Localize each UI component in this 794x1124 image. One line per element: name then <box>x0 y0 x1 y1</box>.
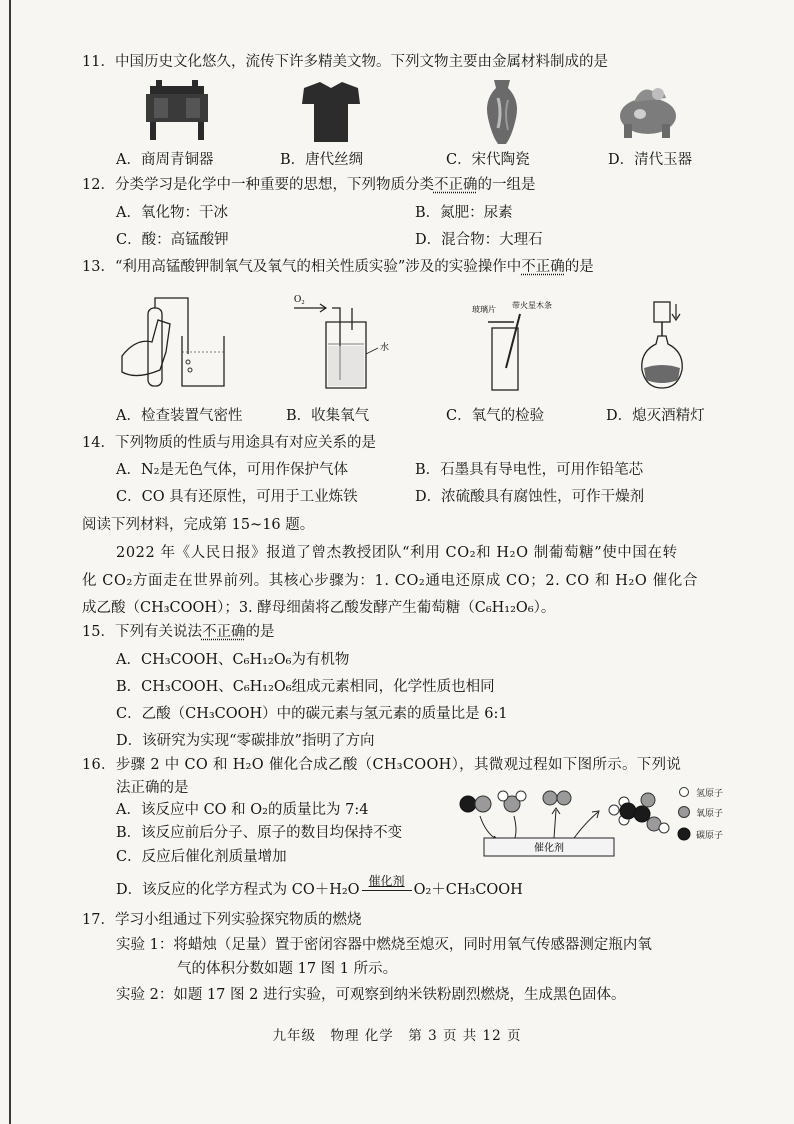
airtightness-check-diagram <box>116 290 236 395</box>
o2-oxygen-atom-1 <box>543 791 557 805</box>
co-oxygen-atom <box>475 796 491 812</box>
catalysis-micro-process-diagram <box>456 782 726 864</box>
q13-option-d: D．熄灭酒精灯 <box>606 408 705 424</box>
q14-option-c: C．CO 具有还原性，可用于工业炼铁 <box>116 489 358 505</box>
q17-stem: 17．学习小组通过下列实验探究物质的燃烧 <box>82 912 362 928</box>
q11-option-a: A．商周青铜器 <box>116 152 214 168</box>
splint-label: 带火星木条 <box>512 301 552 310</box>
q17-experiment-1-line-2: 气的体积分数如题 17 图 1 所示。 <box>177 961 398 977</box>
legend-carbon-label: 碳原子 <box>696 831 724 841</box>
co-carbon-atom <box>460 796 476 812</box>
silk-garment-image <box>300 80 362 144</box>
legend-hydrogen-label: 氢原子 <box>696 789 724 799</box>
q14-stem: 14．下列物质的性质与用途具有对应关系的是 <box>82 435 376 451</box>
q15-option-a: A．CH₃COOH、C₆H₁₂O₆为有机物 <box>116 652 350 668</box>
q11-stem: 11．中国历史文化悠久，流传下许多精美文物。下列文物主要由金属材料制成的是 <box>82 54 608 70</box>
q16-option-d: D．该反应的化学方程式为 CO＋H₂O 催化剂 O₂＋CH₃COOH <box>116 880 523 900</box>
q13-option-b: B．收集氧气 <box>286 408 370 424</box>
q15-option-b: B．CH₃COOH、C₆H₁₂O₆组成元素相同，化学性质也相同 <box>116 679 495 695</box>
q14-option-d: D．浓硫酸具有腐蚀性，可作干燥剂 <box>415 489 645 505</box>
q14-option-b: B．石墨具有导电性，可用作铅笔芯 <box>415 462 644 478</box>
acetic-oxygen-atom-1 <box>641 793 655 807</box>
acetic-carbon-atom-1 <box>620 803 636 819</box>
q12-option-c: C．酸：高锰酸钾 <box>116 232 229 248</box>
q12-option-a: A．氧化物：干冰 <box>116 205 228 221</box>
q11-option-b: B．唐代丝绸 <box>280 152 364 168</box>
reading-paragraph-line-2: 化 CO₂方面走在世界前列。其核心步骤为：1. CO₂通电还原成 CO；2. CO 和 H₂O 催化合 <box>82 573 698 589</box>
q12-option-d: D．混合物：大理石 <box>415 232 543 248</box>
o2-label: O₂ <box>294 294 305 305</box>
reading-paragraph-line-3: 成乙酸（CH₃COOH）；3. 酵母细菌将乙酸发酵产生葡萄糖（C₆H₁₂O₆）。 <box>82 600 556 616</box>
q13-option-a: A．检查装置气密性 <box>116 408 243 424</box>
reading-paragraph-line-1: 2022 年《人民日报》报道了曾杰教授团队“利用 CO₂和 H₂O 制葡萄糖”使中国在转 <box>116 545 678 561</box>
alcohol-lamp-diagram <box>632 296 692 400</box>
glass-plate-label: 玻璃片 <box>472 305 496 314</box>
h2o-hydrogen-atom-1 <box>498 791 508 801</box>
q14-option-a: A．N₂是无色气体，可用作保护气体 <box>116 462 348 478</box>
q15-option-c: C．乙酸（CH₃COOH）中的碳元素与氢元素的质量比是 6:1 <box>116 706 508 722</box>
q16-option-a: A．该反应中 CO 和 O₂的质量比为 7:4 <box>116 802 369 818</box>
q13-option-c: C．氧气的检验 <box>446 408 545 424</box>
q17-experiment-2: 实验 2：如题 17 图 2 进行实验，可观察到纳米铁粉剧烈燃烧，生成黑色固体。 <box>116 987 626 1003</box>
page-footer: 九年级 物理 化学 第 3 页 共 12 页 <box>272 1028 522 1044</box>
oxygen-test-diagram <box>466 300 556 396</box>
q17-experiment-1-line-1: 实验 1：将蜡烛（足量）置于密闭容器中燃烧至熄灭，同时用氧气传感器测定瓶内氧 <box>116 937 652 953</box>
porcelain-vase-image <box>480 78 524 146</box>
legend-oxygen-swatch <box>679 807 690 818</box>
legend-oxygen-label: 氧原子 <box>696 809 724 819</box>
q16-stem-line-2: 法正确的是 <box>116 780 189 796</box>
q16-stem-line-1: 16．步骤 2 中 CO 和 H₂O 催化合成乙酸（CH₃COOH），其微观过程如下图所示。下列说 <box>82 757 682 773</box>
q16-option-b: B．该反应前后分子、原子的数目均保持不变 <box>116 825 403 841</box>
reaction-condition-label: 催化剂 <box>368 874 405 888</box>
page-binding-edge <box>9 0 11 1124</box>
q15-option-d: D．该研究为实现“零碳排放”指明了方向 <box>116 733 375 749</box>
legend-carbon-swatch <box>678 828 690 840</box>
q13-stem: 13．“利用高锰酸钾制氧气及氧气的相关性质实验”涉及的实验操作中不正确的是 <box>82 259 594 275</box>
reaction-arrow <box>362 874 412 897</box>
o2-oxygen-atom-2 <box>557 791 571 805</box>
water-label: 水 <box>380 343 390 353</box>
q11-option-c: C．宋代陶瓷 <box>446 152 530 168</box>
gas-collection-bottle-diagram <box>290 288 400 398</box>
h2o-hydrogen-atom-2 <box>516 791 526 801</box>
acetic-hydrogen-atom-1 <box>609 805 619 815</box>
q12-option-b: B．氮肥：尿素 <box>415 205 513 221</box>
acetic-hydrogen-atom-4 <box>659 823 669 833</box>
bronze-vessel-image <box>142 80 212 142</box>
q12-stem: 12．分类学习是化学中一种重要的思想，下列物质分类不正确的一组是 <box>82 177 536 193</box>
q15-stem: 15．下列有关说法不正确的是 <box>82 624 275 640</box>
q16-option-c: C．反应后催化剂质量增加 <box>116 849 287 865</box>
q11-option-d: D．清代玉器 <box>608 152 693 168</box>
jade-artifact-image <box>614 80 682 142</box>
reading-intro: 阅读下列材料，完成第 15~16 题。 <box>82 517 315 533</box>
legend-hydrogen-swatch <box>680 788 689 797</box>
acetic-carbon-atom-2 <box>634 806 650 822</box>
catalyst-label: 催化剂 <box>534 843 564 854</box>
